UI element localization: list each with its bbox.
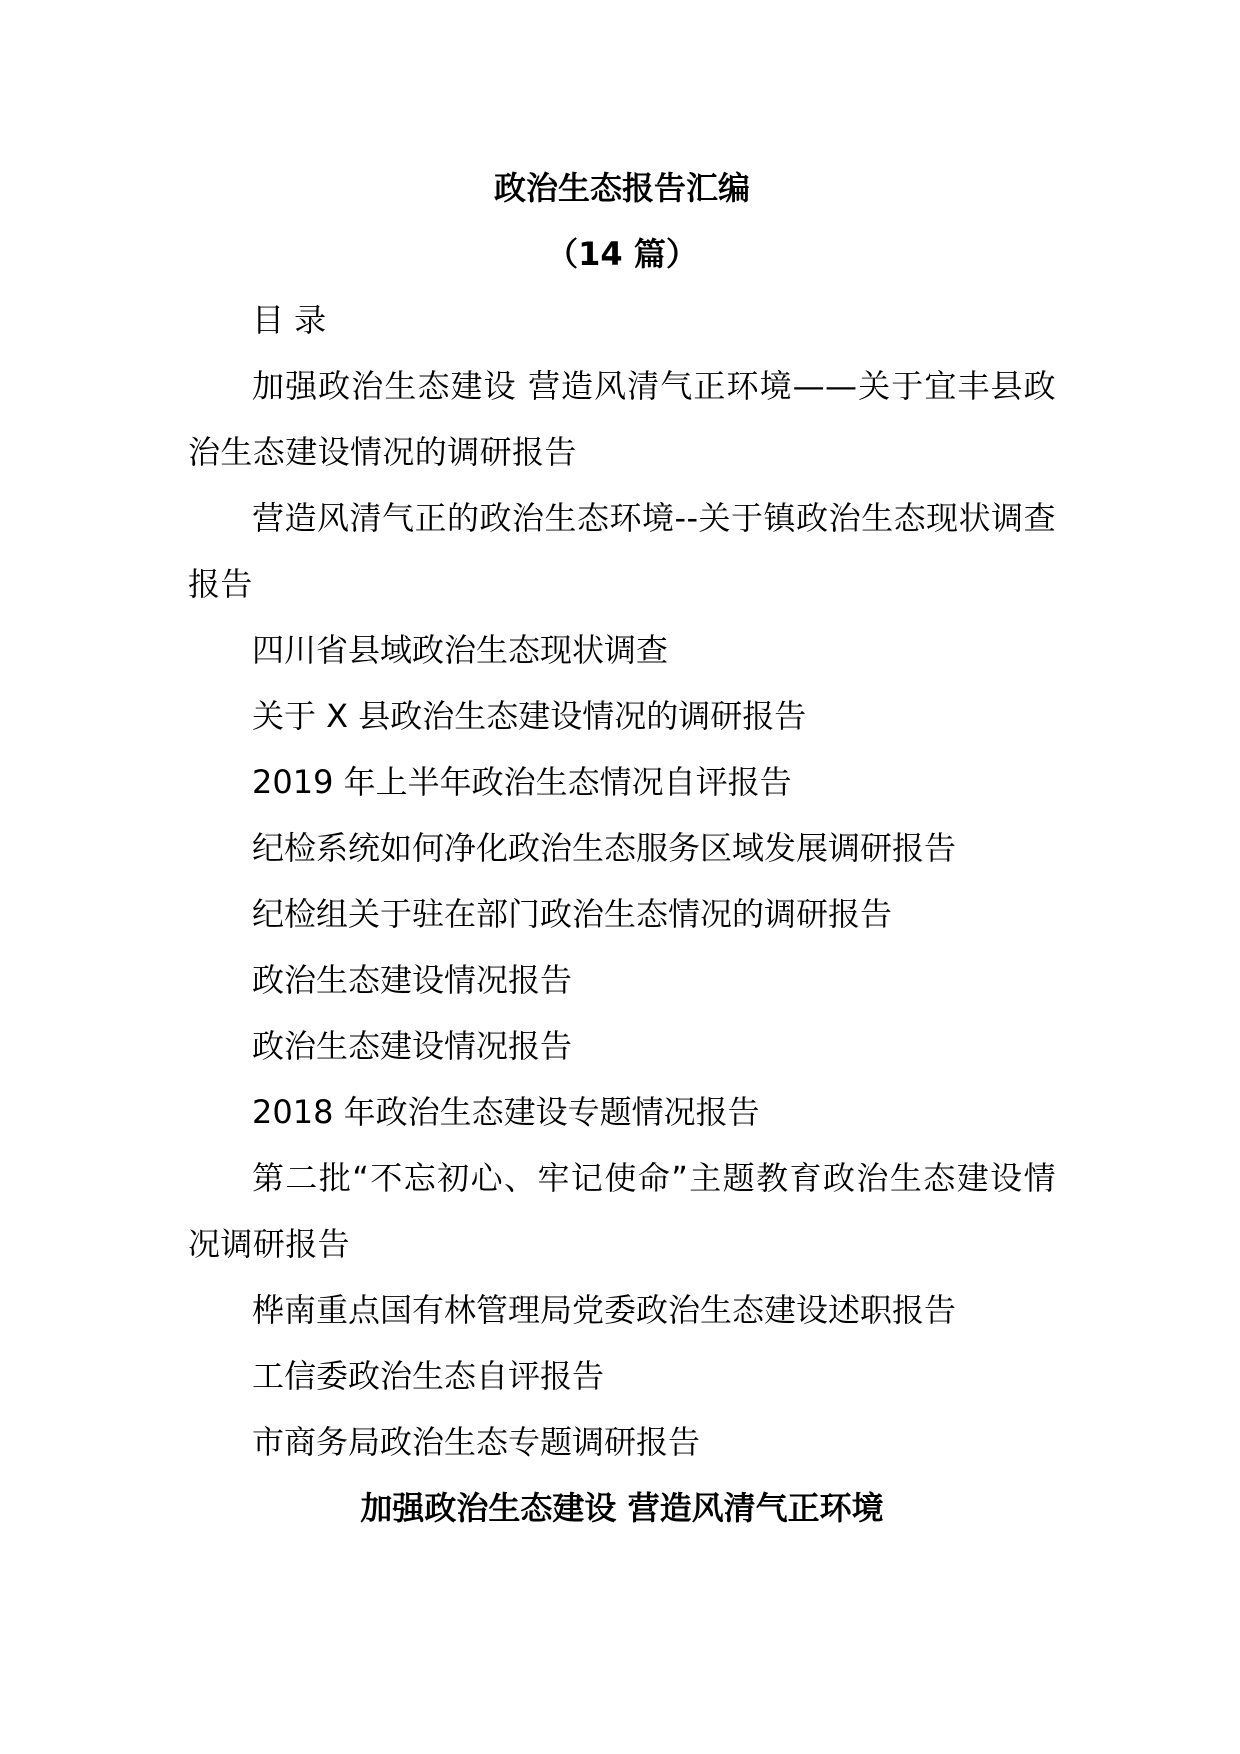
document-subtitle: （14 篇）	[546, 235, 698, 273]
toc-item: 关于 X 县政治生态建设情况的调研报告	[252, 697, 807, 735]
toc-item: 纪检系统如何净化政治生态服务区域发展调研报告	[252, 829, 957, 867]
document-body	[188, 155, 1056, 1541]
toc-item: 四川省县域政治生态现状调查	[252, 631, 669, 669]
toc-item: 营造风清气正的政治生态环境--关于镇政治生态现状调查报告	[188, 499, 1056, 603]
document-title: 政治生态报告汇编	[493, 169, 750, 207]
section-title: 加强政治生态建设 营造风清气正环境	[360, 1489, 884, 1527]
toc-item: 加强政治生态建设 营造风清气正环境——关于宜丰县政治生态建设情况的调研报告	[188, 367, 1056, 471]
toc-item: 市商务局政治生态专题调研报告	[252, 1423, 701, 1461]
toc-item: 2019 年上半年政治生态情况自评报告	[252, 763, 792, 801]
toc-heading: 目 录	[252, 301, 327, 339]
toc-item: 第二批“不忘初心、牢记使命”主题教育政治生态建设情况调研报告	[188, 1159, 1056, 1263]
toc-item: 桦南重点国有林管理局党委政治生态建设述职报告	[252, 1291, 957, 1329]
toc-item: 工信委政治生态自评报告	[252, 1357, 605, 1395]
toc-item: 2018 年政治生态建设专题情况报告	[252, 1093, 760, 1131]
toc-item: 纪检组关于驻在部门政治生态情况的调研报告	[252, 895, 893, 933]
toc-item: 政治生态建设情况报告	[252, 961, 573, 999]
toc-item: 政治生态建设情况报告	[252, 1027, 573, 1065]
